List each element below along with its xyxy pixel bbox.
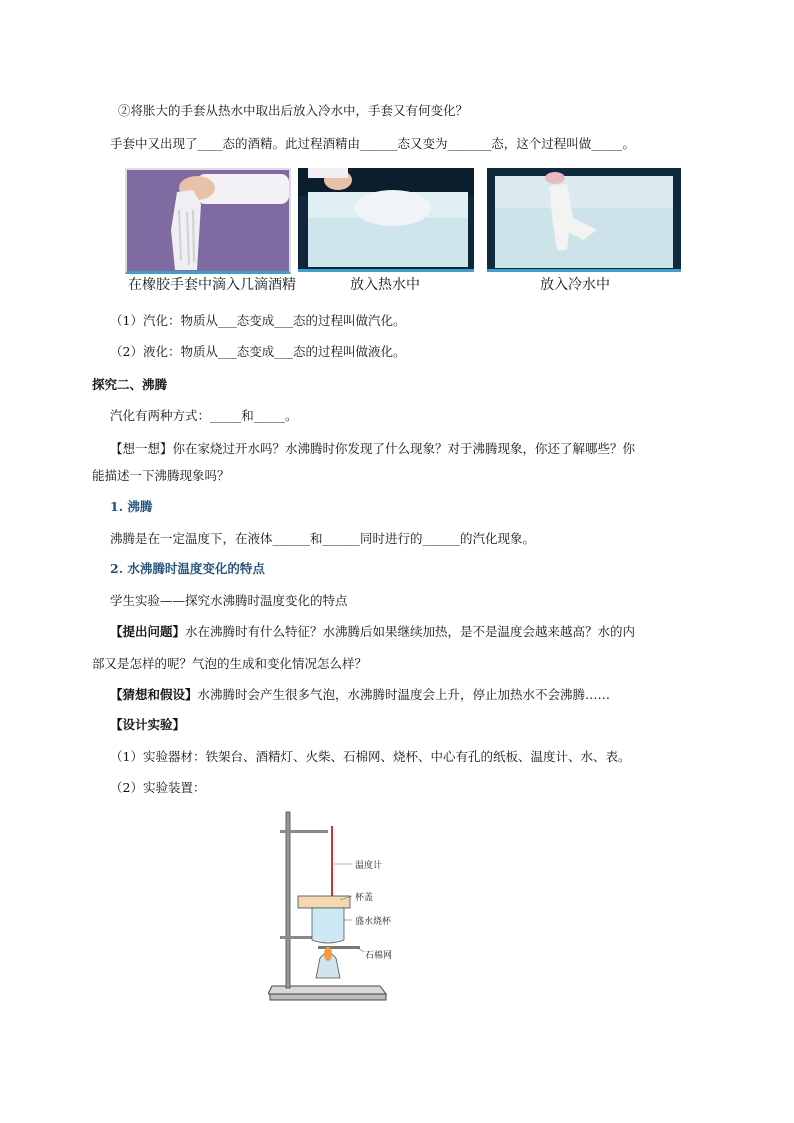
think-line-1: 【想一想】你在家烧过开水吗？水沸腾时你发现了什么现象？对于沸腾现象，你还了解哪些？你	[110, 441, 636, 456]
question-tag: 【提出问题】	[110, 624, 186, 639]
label-lid: 杯盖	[355, 893, 374, 903]
apparatus-diagram	[268, 808, 418, 1004]
hypothesis-tag: 【猜想和假设】	[110, 687, 198, 702]
heading-boiling: 1. 沸腾	[110, 499, 153, 514]
design-tag: 【设计实验】	[110, 717, 186, 732]
definition-liquefaction: （2）液化：物质从___态变成___态的过程叫做液化。	[110, 344, 406, 359]
photo-cold-water	[487, 168, 681, 272]
section-title-boiling: 探究二、沸腾	[92, 377, 168, 392]
two-ways: 汽化有两种方式：_____和_____。	[110, 408, 298, 423]
label-thermometer: 温度计	[355, 861, 383, 871]
student-experiment: 学生实验——探究水沸腾时温度变化的特点	[110, 593, 348, 608]
definition-vaporization: （1）汽化：物质从___态变成___态的过程叫做汽化。	[110, 313, 406, 328]
caption-3: 放入冷水中	[540, 277, 610, 293]
photo-hot-water	[298, 168, 474, 272]
boiling-definition: 沸腾是在一定温度下，在液体______和______同时进行的______的汽化现象。	[110, 531, 536, 546]
equipment: （1）实验器材：铁架台、酒精灯、火柴、石棉网、烧杯、中心有孔的纸板、温度计、水、表。	[110, 749, 631, 764]
label-beaker: 盛水烧杯	[355, 917, 392, 927]
caption-2: 放入热水中	[350, 277, 420, 293]
question-2: ②将胀大的手套从热水中取出后放入冷水中，手套又有何变化？	[118, 103, 469, 118]
question-line-2: 部又是怎样的呢？气泡的生成和变化情况怎么样？	[92, 656, 368, 671]
question-line-1: 【提出问题】水在沸腾时有什么特征？水沸腾后如果继续加热，是不是温度会越来越高？水的内	[110, 624, 636, 639]
heading-temperature: 2. 水沸腾时温度变化的特点	[110, 561, 265, 576]
photo-glove-alcohol	[125, 168, 291, 274]
glove-answer: 手套中又出现了____态的酒精。此过程酒精由______态又变为_______态，这个过程叫做_____。	[110, 136, 636, 151]
label-gauze: 石棉网	[365, 951, 393, 961]
setup: （2）实验装置：	[110, 780, 206, 795]
caption-1: 在橡胶手套中滴入几滴酒精	[128, 277, 296, 293]
hypothesis: 【猜想和假设】水沸腾时会产生很多气泡，水沸腾时温度会上升，停止加热水不会沸腾……	[110, 687, 611, 702]
think-line-2: 能描述一下沸腾现象吗？	[92, 468, 230, 483]
